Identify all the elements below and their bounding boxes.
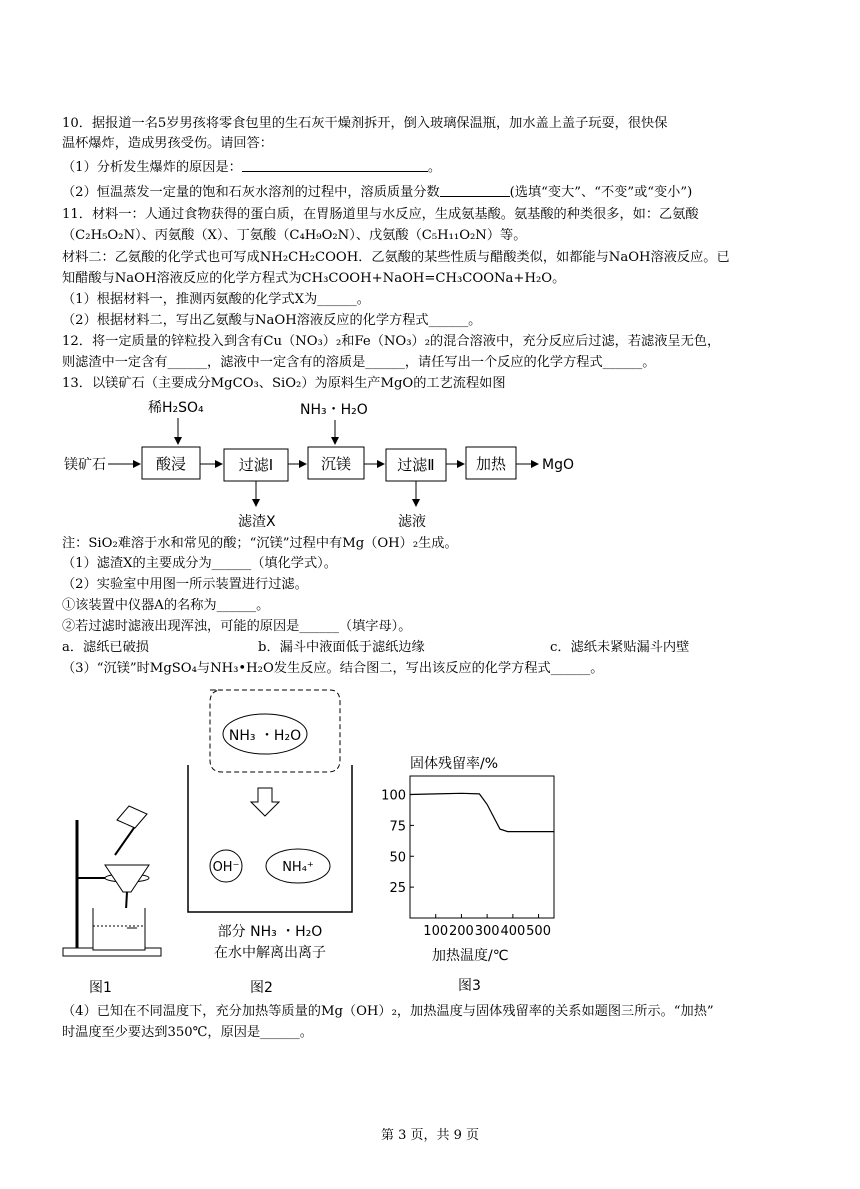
x-tick-label: 400: [500, 924, 526, 939]
y-tick-label: 25: [389, 881, 406, 897]
x-tick-label: 100: [423, 924, 449, 939]
q11-line-4: 知醋酸与NaOH溶液反应的化学方程式为CH₃COOH+NaOH=CH₃COONa+H₂O。: [62, 271, 566, 286]
q13-sub-2: （2）实验室中用图一所示装置进行过滤。: [62, 577, 308, 592]
q13-sub-2b: ②若过滤时滤液出现浑浊，可能的原因是______（填字母）。: [62, 619, 412, 634]
q11-line-1: 11．材料一：人通过食物获得的蛋白质，在胃肠道里与水反应，生成氨基酸。氨基酸的种类很多，如：乙氨酸: [62, 207, 699, 222]
q10-line-2: 温杯爆炸，造成男孩受伤。请回答：: [62, 136, 273, 151]
q11-sub-2: （2）根据材料二，写出乙氨酸与NaOH溶液反应的化学方程式______。: [62, 313, 482, 328]
flow-step-4-label: 过滤Ⅱ: [397, 456, 435, 474]
page-footer: 第 3 页，共 9 页: [380, 1128, 480, 1143]
q10-sub-2: （2）恒温蒸发一定量的饱和石灰水溶剂的过程中，溶质质量分数 (选填“变大”、“不变”或“变小”): [62, 185, 693, 200]
process-flow-diagram: [0, 392, 860, 542]
figure-1-filtration-apparatus: [55, 800, 175, 1000]
figure-1-caption: 图1: [89, 980, 112, 996]
flow-start: 镁矿石: [64, 457, 106, 473]
y-tick-label: 50: [389, 850, 406, 866]
q13-sub-4-line-2: 时温度至少要达到350℃，原因是______。: [62, 1025, 313, 1040]
ion-2-label: NH₄⁺: [282, 860, 314, 875]
x-tick-label: 500: [526, 924, 551, 939]
q11-sub-1: （1）根据材料一，推测丙氨酸的化学式X为______。: [62, 292, 370, 307]
flow-step-5-label: 加热: [475, 455, 507, 473]
figure-2-label: 图2: [250, 980, 273, 996]
down-arrow-icon: [251, 788, 279, 816]
figure-3-label: 图3: [458, 978, 481, 993]
x-tick-label: 300: [474, 924, 500, 939]
figure-2-caption-2: 在水中解离出离子: [214, 945, 326, 961]
q13-sub-4-line-1: （4）已知在不同温度下，充分加热等质量的Mg（OH）₂，加热温度与固体残留率的关系如题图三所示。“加热”: [62, 1004, 714, 1019]
chart-x-label: 加热温度/℃: [432, 948, 509, 964]
flow-output-2: 滤液: [398, 514, 426, 530]
beaker: [188, 765, 352, 912]
q13-option-c: c．滤纸未紧贴漏斗内壁: [550, 640, 690, 655]
flow-step-2-label: 过滤Ⅰ: [238, 456, 274, 474]
answer-blank[interactable]: [242, 159, 428, 172]
q13-option-a: a．滤纸已破损: [62, 640, 149, 655]
x-tick-label: 200: [449, 924, 474, 939]
figure-3-chart: [370, 748, 570, 993]
q12-line-2: 则滤渣中一定含有______，滤液中一定含有的溶质是______，请任写出一个反应的化学方程式______。: [62, 355, 656, 370]
flow-output-1: 滤渣X: [238, 514, 276, 530]
receiving-beaker: [93, 908, 145, 950]
q13-option-b: b．漏斗中液面低于滤纸边缘: [258, 640, 425, 655]
flow-step-1-label: 酸浸: [155, 455, 187, 473]
figure-2-caption-1: 部分 NH₃ ・H₂O: [217, 924, 323, 940]
q10-line-1: 10．据报道一名5岁男孩将零食包里的生石灰干燥剂拆开，倒入玻璃保温瓶，加水盖上盖子玩耍，很快保: [62, 116, 668, 131]
q13-line-1: 13．以镁矿石（主要成分MgCO₃、SiO₂）为原料生产MgO的工艺流程如图: [62, 376, 506, 391]
q13-sub-3: （3）“沉镁”时MgSO₄与NH₃•H₂O发生反应。结合图二，写出该反应的化学方程式______。: [62, 661, 604, 676]
flow-step-3-label: 沉镁: [320, 455, 352, 473]
figure-2-ionization-diagram: [180, 680, 380, 1000]
molecule-label: NH₃ ・H₂O: [228, 728, 302, 744]
ion-1-label: OH⁻: [212, 860, 240, 875]
pouring-beaker: [117, 806, 147, 828]
q13-sub-1: （1）滤渣X的主要成分为______（填化学式）。: [62, 556, 337, 571]
reagent-2: NH₃・H₂O: [300, 402, 368, 418]
q13-sub-2a: ①该装置中仪器A的名称为______。: [62, 598, 270, 613]
q10-sub-1: （1）分析发生爆炸的原因是： 。: [62, 160, 442, 175]
answer-blank[interactable]: [440, 184, 510, 197]
q12-line-1: 12．将一定质量的锌粒投入到含有Cu（NO₃）₂和Fe（NO₃）₂的混合溶液中，充分反应后过滤，若滤液呈无色，: [62, 334, 721, 349]
q11-line-3: 材料二：乙氨酸的化学式也可写成NH₂CH₂COOH．乙氨酸的某些性质与醋酸类似，如都能与NaOH溶液反应。已: [62, 250, 730, 265]
flow-product: MgO: [542, 457, 574, 473]
y-tick-label: 100: [381, 788, 406, 804]
q11-line-2: （C₂H₅O₂N）、丙氨酸（X）、丁氨酸（C₄H₉O₂N）、戊氨酸（C₅H₁₁O₂N）等。: [62, 228, 527, 243]
reagent-1: 稀H₂SO₄: [148, 400, 204, 416]
chart-y-label: 固体残留率/%: [410, 756, 499, 772]
q13-note: 注：SiO₂难溶于水和常见的酸；“沉镁”过程中有Mg（OH）₂生成。: [62, 536, 458, 551]
y-tick-label: 75: [389, 819, 406, 835]
